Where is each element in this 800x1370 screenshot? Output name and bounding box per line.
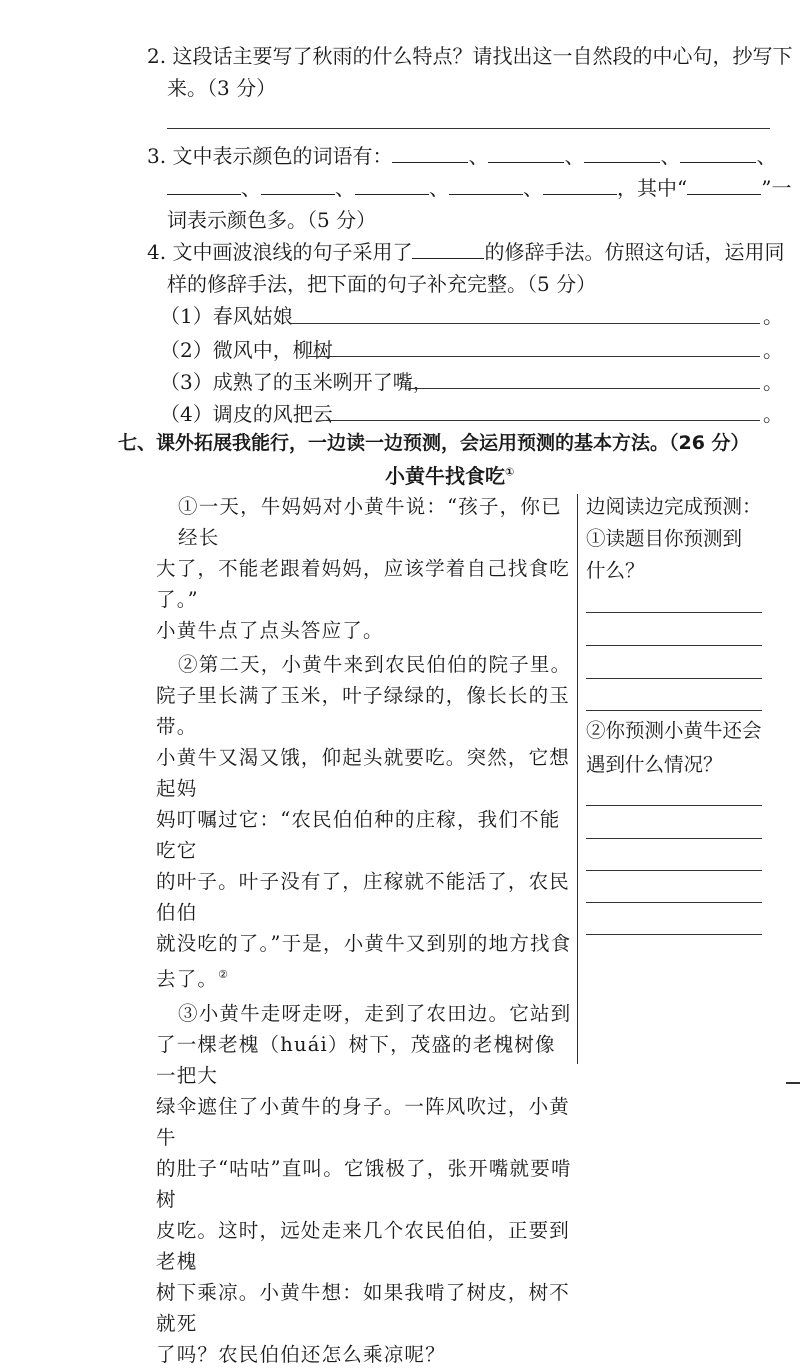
end-period: 。 [763,338,783,362]
q4-item-3-answer-line[interactable] [408,388,760,389]
blank[interactable] [261,176,335,195]
question-2-line2: 来。（3 分） [167,76,277,100]
separator: 、 [241,176,261,200]
footnote-marker: ② [218,968,230,981]
side-answer-line[interactable] [586,612,762,613]
side-question-2-line2: 遇到什么情况？ [586,753,723,776]
blank[interactable] [488,144,564,163]
q4-item-4-answer-line[interactable] [326,420,760,421]
separator: 、 [523,176,543,200]
blank[interactable] [355,176,429,195]
paragraph-1 [156,491,576,646]
blank[interactable] [543,176,617,195]
footnote-marker: ① [505,465,515,479]
story-line: ③小黄牛走呀走呀，走到了农田边。它站到 [178,1001,572,1025]
story-line [156,959,576,995]
side-question-1-line1: ①读题目你预测到 [586,527,743,550]
story-line: 树下乘凉。小黄牛想：如果我啃了树皮，树不就死 [156,1280,571,1335]
story-title [385,460,514,489]
story-line: 了吗？农民伯伯还怎么乘凉呢？ [156,1342,446,1366]
story-line: 的肚子“咕咕”直叫。它饿极了，张开嘴就要啃树 [156,1156,572,1211]
blank[interactable] [584,144,660,163]
story-title-text: 小黄牛找食吃 [385,464,505,488]
story-line: 皮吃。这时，远处走来几个农民伯伯，正要到老槐 [156,1218,571,1273]
separator: 、 [756,144,777,168]
column-divider [577,494,578,1064]
blank[interactable] [392,144,468,163]
blank[interactable] [167,176,241,195]
question-3-line3: 词表示颜色多。（5 分） [167,208,377,232]
side-answer-line[interactable] [586,838,762,839]
story-line: 就没吃的了。”于是，小黄牛又到别的地方找食 [156,932,572,955]
blank-rhetoric[interactable] [412,240,484,259]
question-4-line2: 样的修辞手法，把下面的句子补充完整。（5 分） [167,272,597,296]
separator: 、 [660,144,681,168]
story-line: 院子里长满了玉米，叶子绿绿的，像长长的玉带。 [156,684,571,738]
q4-item-1-answer-line[interactable] [290,323,760,324]
story-line: 大了，不能老跟着妈妈，应该学着自己找食吃了。” [156,557,571,611]
q4-item-2-label: （2）微风中，柳树 [160,338,333,362]
blank[interactable] [680,144,756,163]
question-4-line1 [147,238,784,266]
side-header: 边阅读边完成预测： [586,495,762,518]
blank[interactable] [449,176,523,195]
q4-item-2-answer-line[interactable] [308,356,760,357]
question-4-text-b: 的修辞手法。仿照这句话，运用同 [484,240,785,264]
q4-item-3-label: （3）成熟了的玉米咧开了嘴， [160,370,433,394]
side-question-1-line2: 什么？ [586,559,645,582]
story-line: 绿伞遮住了小黄牛的身子。一阵风吹过，小黄牛 [156,1094,571,1149]
story-body [156,491,576,1370]
paragraph-2 [156,649,576,995]
q4-item-1-label: （1）春风姑娘 [160,304,293,328]
story-line: 小黄牛点了点头答应了。 [156,619,384,642]
story-line: ②第二天，小黄牛来到农民伯伯的院子里。 [178,653,572,676]
side-answer-line[interactable] [586,678,762,679]
qi-zhong-text: ，其中“ [617,176,688,200]
side-answer-line[interactable] [586,870,762,871]
story-line: 妈叮嘱过它：“农民伯伯种的庄稼，我们不能吃它 [156,808,561,862]
question-3-line1 [147,142,776,170]
question-2-line1: 2. 这段话主要写了秋雨的什么特点？请找出这一自然段的中心句，抄写下 [147,44,793,68]
q4-item-4-label: （4）调皮的风把云 [160,402,333,426]
side-answer-line[interactable] [586,645,762,646]
blank[interactable] [687,176,761,195]
separator: 、 [429,176,449,200]
story-line: 小黄牛又渴又饿，仰起头就要吃。突然，它想起妈 [156,746,571,800]
side-answer-line[interactable] [586,710,762,711]
side-question-2-line1: ②你预测小黄牛还会 [586,719,762,742]
page-edge-mark [786,1082,800,1084]
end-period: 。 [763,370,783,394]
question-3-line2 [167,174,791,202]
separator: 、 [335,176,355,200]
question-3-prefix: 3. 文中表示颜色的词语有： [147,144,393,168]
side-answer-line[interactable] [586,902,762,903]
story-line: 的叶子。叶子没有了，庄稼就不能活了，农民伯伯 [156,870,571,924]
side-answer-line[interactable] [586,805,762,806]
end-period: 。 [763,304,783,328]
side-answer-line[interactable] [586,934,762,935]
paragraph-3 [156,998,576,1370]
quote-close-text: ”一 [761,176,792,200]
end-period: 。 [763,402,783,426]
story-line: ①一天，牛妈妈对小黄牛说：“孩子，你已经长 [178,495,562,549]
story-line: 了一棵老槐（huái）树下，茂盛的老槐树像一把大 [156,1032,556,1087]
separator: 、 [468,144,489,168]
section-7-heading: 七、课外拓展我能行，一边读一边预测，会运用预测的基本方法。（26 分） [118,432,750,454]
separator: 、 [564,144,585,168]
question-4-text-a: 4. 文中画波浪线的句子采用了 [147,240,413,264]
story-line-text: 去了。 [156,967,219,991]
answer-line-q2[interactable] [167,128,770,129]
